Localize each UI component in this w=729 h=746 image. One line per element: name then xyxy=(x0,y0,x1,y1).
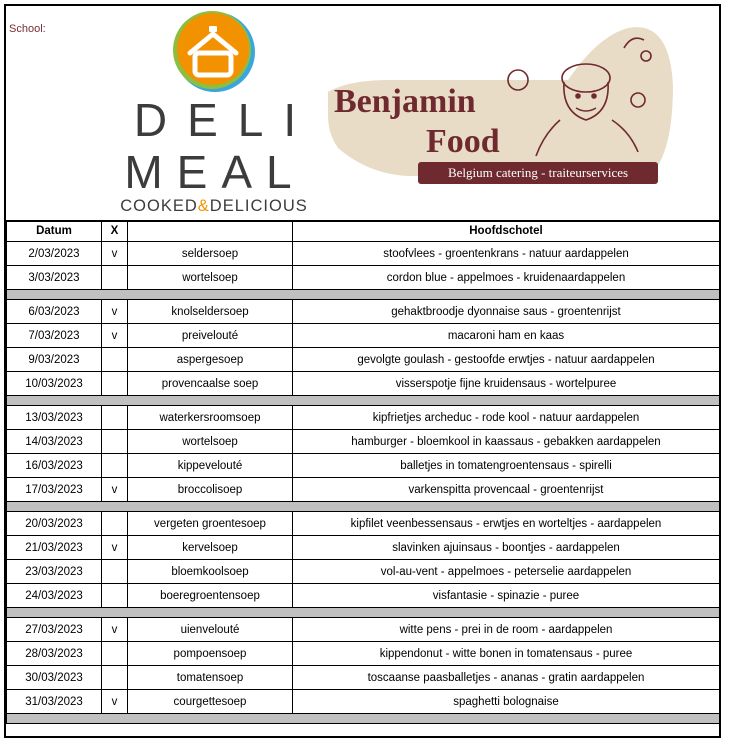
x-cell: v xyxy=(102,536,128,560)
benjamin-food-logo xyxy=(328,16,673,186)
bf-title-line2: Food xyxy=(426,123,500,160)
soup-cell: knolseldersoep xyxy=(128,300,293,324)
date-cell: 6/03/2023 xyxy=(7,300,102,324)
x-cell: v xyxy=(102,690,128,714)
week-separator xyxy=(7,396,720,406)
school-label: School: xyxy=(9,23,46,35)
week-separator xyxy=(7,290,720,300)
delimeal-line2: MEAL xyxy=(124,146,306,198)
soup-cell: pompoensoep xyxy=(128,642,293,666)
soup-cell: kippevelouté xyxy=(128,454,293,478)
table-row xyxy=(7,536,720,560)
soup-cell: bloemkoolsoep xyxy=(128,560,293,584)
main-dish-cell: vol-au-vent - appelmoes - peterselie aardappelen xyxy=(293,560,720,584)
table-row xyxy=(7,618,720,642)
main-dish-cell: gevolgte goulash - gestoofde erwtjes - natuur aardappelen xyxy=(293,348,720,372)
date-cell: 9/03/2023 xyxy=(7,348,102,372)
delimeal-tagline: COOKED&DELICIOUS xyxy=(120,197,308,214)
soup-cell: preivelouté xyxy=(128,324,293,348)
x-cell xyxy=(102,372,128,396)
date-cell: 28/03/2023 xyxy=(7,642,102,666)
table-row xyxy=(7,666,720,690)
table-row xyxy=(7,430,720,454)
soup-cell: vergeten groentesoep xyxy=(128,512,293,536)
x-cell xyxy=(102,560,128,584)
soup-cell: tomatensoep xyxy=(128,666,293,690)
x-cell: v xyxy=(102,324,128,348)
main-dish-cell: varkenspitta provencaal - groentenrijst xyxy=(293,478,720,502)
table-row xyxy=(7,560,720,584)
table-row xyxy=(7,266,720,290)
date-cell: 21/03/2023 xyxy=(7,536,102,560)
date-cell: 31/03/2023 xyxy=(7,690,102,714)
bf-subtitle: Belgium catering - traiteurservices xyxy=(447,165,629,180)
main-dish-cell: stoofvlees - groentenkrans - natuur aardappelen xyxy=(293,242,720,266)
soup-cell: seldersoep xyxy=(128,242,293,266)
main-dish-cell: spaghetti bolognaise xyxy=(293,690,720,714)
main-dish-cell: slavinken ajuinsaus - boontjes - aardappelen xyxy=(293,536,720,560)
delimeal-logo xyxy=(102,8,322,214)
main-dish-cell: witte pens - prei in de room - aardappelen xyxy=(293,618,720,642)
date-cell: 24/03/2023 xyxy=(7,584,102,608)
date-cell: 3/03/2023 xyxy=(7,266,102,290)
x-cell xyxy=(102,266,128,290)
date-cell: 13/03/2023 xyxy=(7,406,102,430)
table-row xyxy=(7,242,720,266)
date-cell: 30/03/2023 xyxy=(7,666,102,690)
date-cell: 27/03/2023 xyxy=(7,618,102,642)
soup-cell: waterkersroomsoep xyxy=(128,406,293,430)
table-row xyxy=(7,690,720,714)
x-cell xyxy=(102,512,128,536)
delimeal-house-icon xyxy=(173,11,255,92)
main-dish-cell: hamburger - bloemkool in kaassaus - gebakken aardappelen xyxy=(293,430,720,454)
soup-cell: kervelsoep xyxy=(128,536,293,560)
table-row xyxy=(7,348,720,372)
x-cell xyxy=(102,430,128,454)
table-row xyxy=(7,372,720,396)
date-cell: 17/03/2023 xyxy=(7,478,102,502)
x-cell: v xyxy=(102,618,128,642)
soup-cell: broccolisoep xyxy=(128,478,293,502)
x-cell xyxy=(102,584,128,608)
delimeal-line1: DELI xyxy=(133,94,317,146)
x-cell: v xyxy=(102,478,128,502)
soup-cell: boeregroentensoep xyxy=(128,584,293,608)
date-cell: 2/03/2023 xyxy=(7,242,102,266)
table-row xyxy=(7,406,720,430)
date-cell: 23/03/2023 xyxy=(7,560,102,584)
main-dish-cell: macaroni ham en kaas xyxy=(293,324,720,348)
x-cell xyxy=(102,642,128,666)
soup-cell: provencaalse soep xyxy=(128,372,293,396)
date-cell: 16/03/2023 xyxy=(7,454,102,478)
table-row xyxy=(7,454,720,478)
date-cell: 10/03/2023 xyxy=(7,372,102,396)
main-dish-cell: balletjes in tomatengroentensaus - spirelli xyxy=(293,454,720,478)
date-cell: 14/03/2023 xyxy=(7,430,102,454)
table-row xyxy=(7,300,720,324)
column-header-soup xyxy=(128,221,293,242)
main-dish-cell: kippendonut - witte bonen in tomatensaus - puree xyxy=(293,642,720,666)
table-row xyxy=(7,584,720,608)
bf-title-line1: Benjamin xyxy=(334,83,476,120)
main-dish-cell: gehaktbroodje dyonnaise saus - groentenrijst xyxy=(293,300,720,324)
menu-sheet xyxy=(4,4,721,738)
main-dish-cell: visfantasie - spinazie - puree xyxy=(293,584,720,608)
column-header-main: Hoofdschotel xyxy=(293,221,720,242)
x-cell xyxy=(102,406,128,430)
x-cell xyxy=(102,348,128,372)
x-cell xyxy=(102,454,128,478)
soup-cell: wortelsoep xyxy=(128,430,293,454)
week-separator xyxy=(7,502,720,512)
main-dish-cell: kipfrietjes archeduc - rode kool - natuur aardappelen xyxy=(293,406,720,430)
soup-cell: wortelsoep xyxy=(128,266,293,290)
soup-cell: aspergesoep xyxy=(128,348,293,372)
soup-cell: uienvelouté xyxy=(128,618,293,642)
main-dish-cell: toscaanse paasballetjes - ananas - gratin aardappelen xyxy=(293,666,720,690)
main-dish-cell: visserspotje fijne kruidensaus - wortelpuree xyxy=(293,372,720,396)
week-separator xyxy=(7,608,720,618)
date-cell: 7/03/2023 xyxy=(7,324,102,348)
column-header-x: X xyxy=(102,221,128,242)
column-header-date: Datum xyxy=(7,221,102,242)
table-header-row xyxy=(7,221,720,242)
menu-table xyxy=(6,220,720,724)
table-row xyxy=(7,642,720,666)
x-cell: v xyxy=(102,300,128,324)
header xyxy=(6,6,719,222)
soup-cell: courgettesoep xyxy=(128,690,293,714)
main-dish-cell: cordon blue - appelmoes - kruidenaardappelen xyxy=(293,266,720,290)
x-cell xyxy=(102,666,128,690)
x-cell: v xyxy=(102,242,128,266)
table-row xyxy=(7,324,720,348)
table-row xyxy=(7,512,720,536)
table-row xyxy=(7,478,720,502)
main-dish-cell: kipfilet veenbessensaus - erwtjes en worteltjes - aardappelen xyxy=(293,512,720,536)
week-separator xyxy=(7,714,720,724)
date-cell: 20/03/2023 xyxy=(7,512,102,536)
